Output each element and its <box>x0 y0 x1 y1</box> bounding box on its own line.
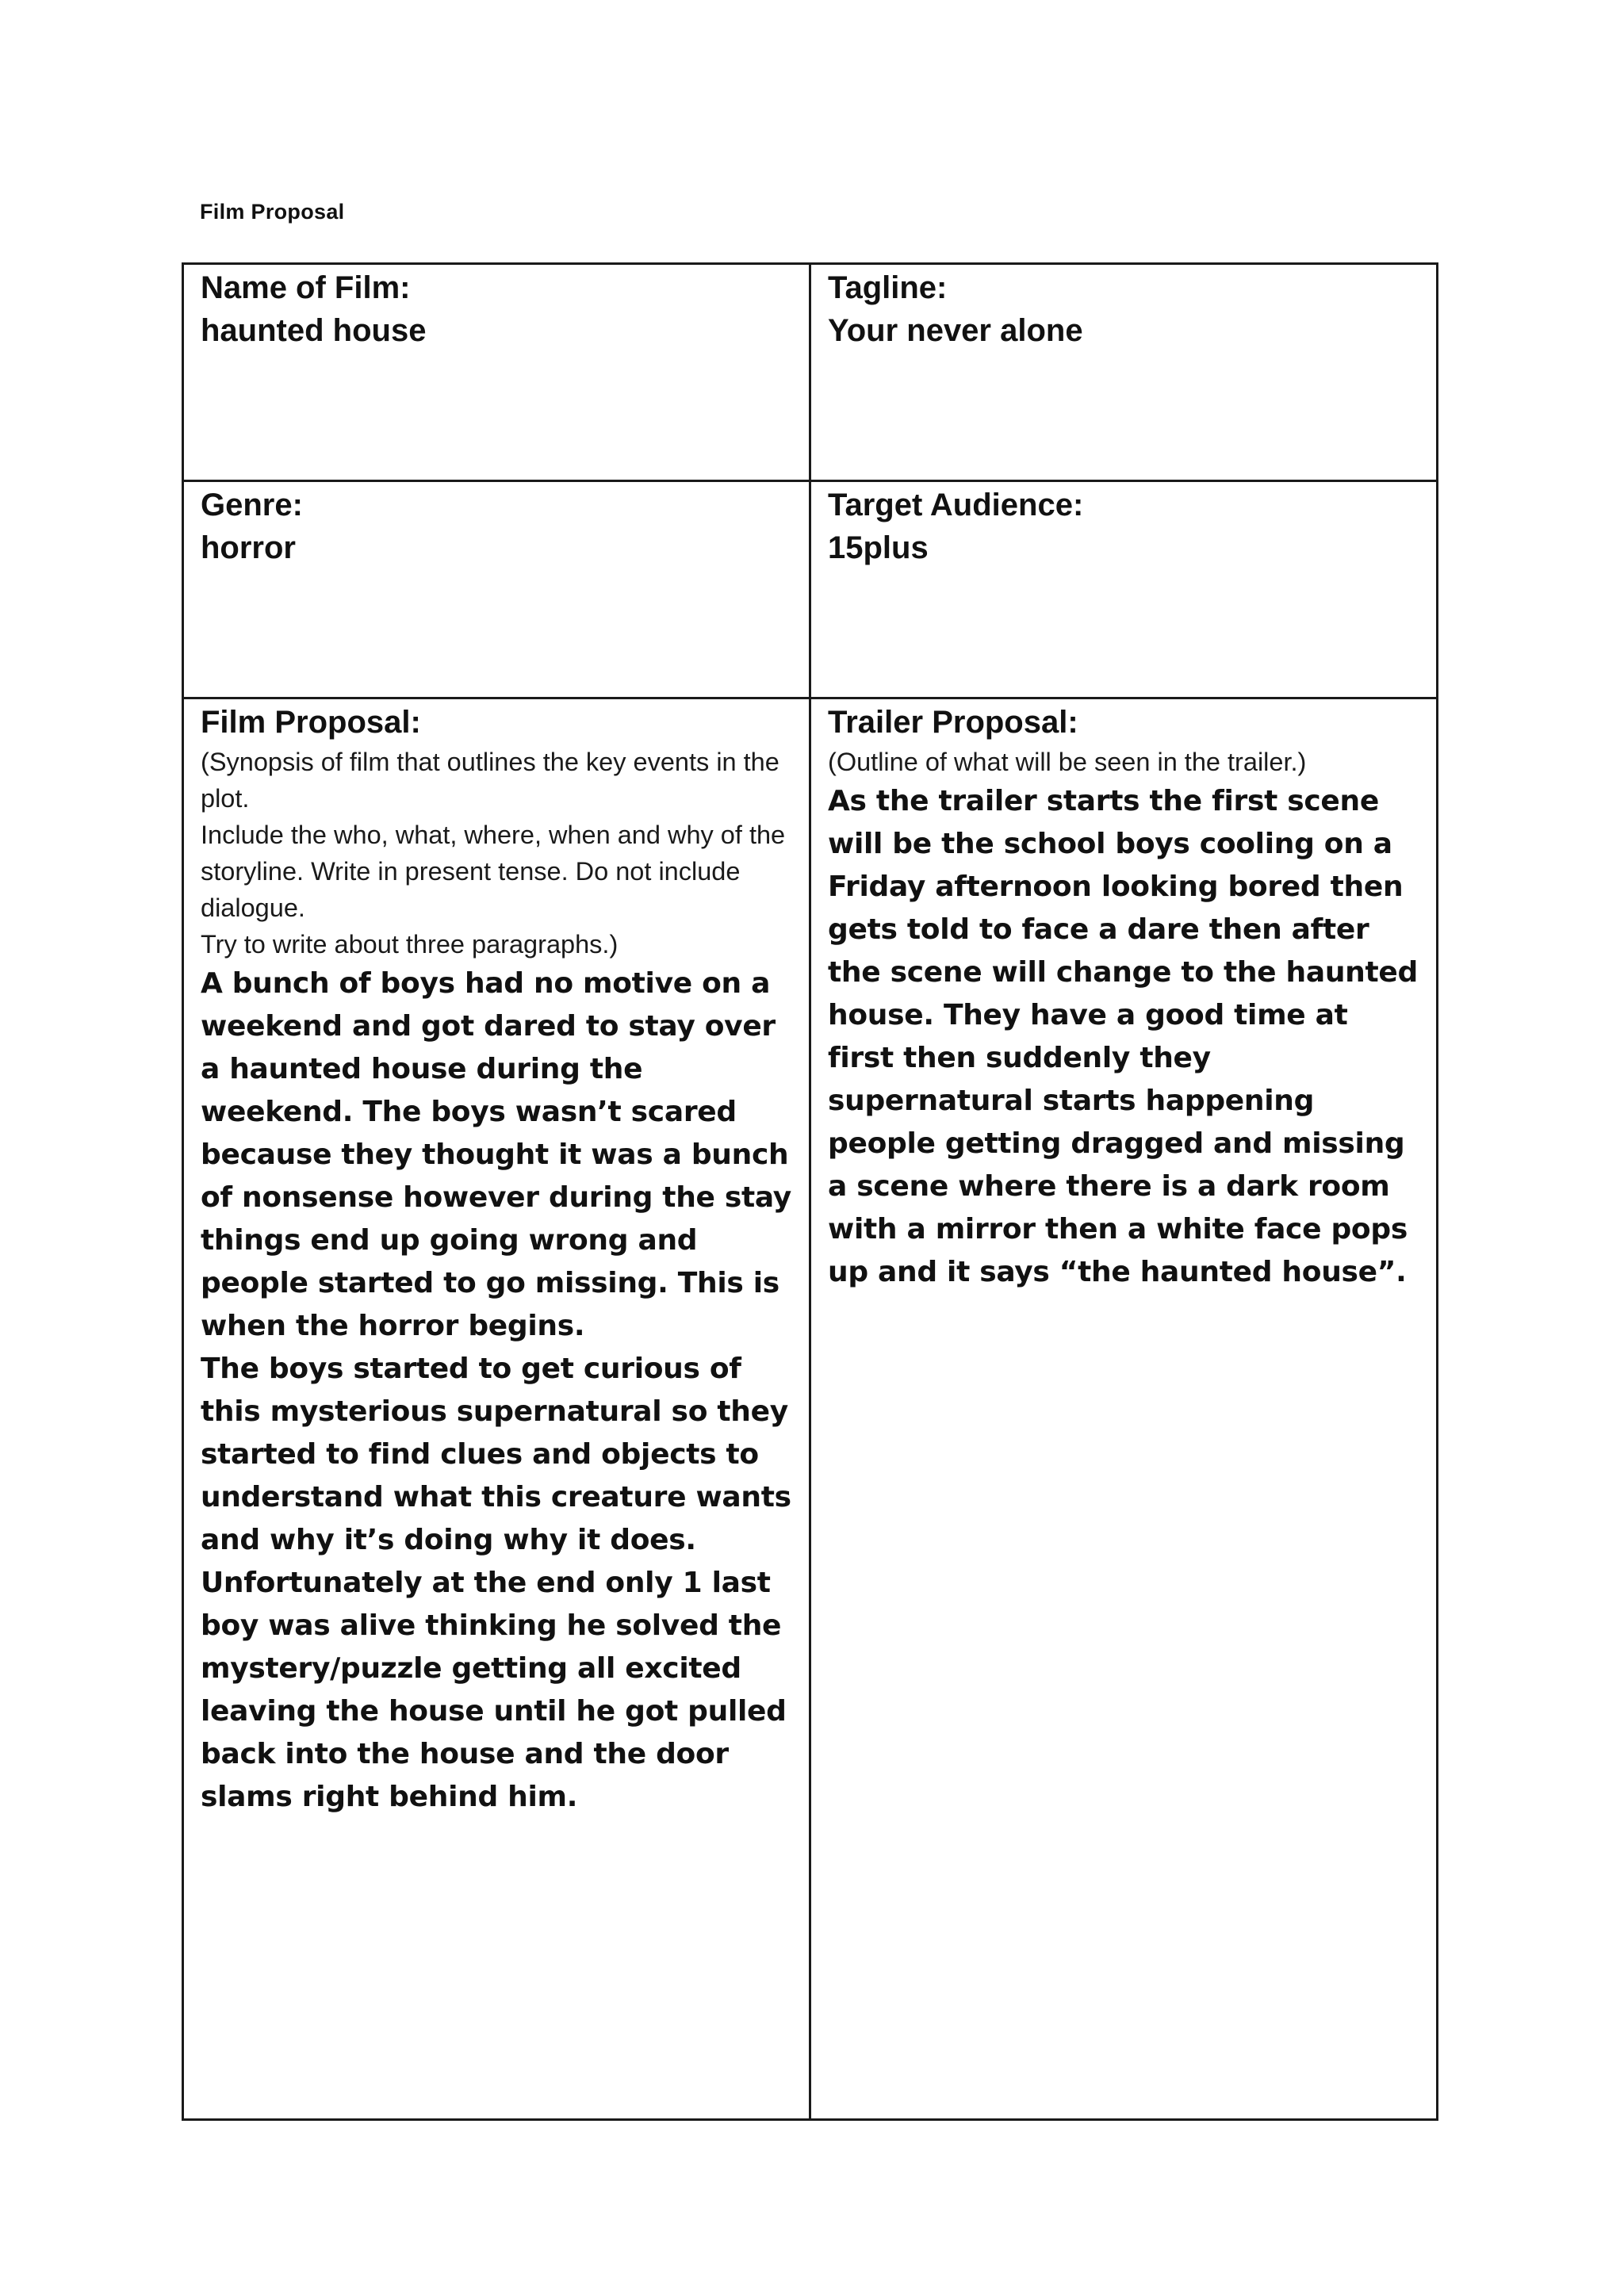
name-of-film-cell <box>183 264 810 481</box>
genre-cell <box>183 481 810 698</box>
genre-value: horror <box>201 530 296 565</box>
film-proposal-instruction: Try to write about three paragraphs.) <box>201 930 619 959</box>
table-row <box>183 264 1438 481</box>
film-proposal-instruction: Include the who, what, where, when and why of the storyline. Write in present tense. Do not include dialogue. <box>201 821 786 922</box>
trailer-proposal-cell <box>810 698 1438 2120</box>
film-proposal-synopsis <box>201 962 795 1819</box>
document-title: Film Proposal <box>200 200 345 224</box>
table-row <box>183 481 1438 698</box>
target-audience-label: Target Audience: <box>828 488 1084 522</box>
tagline-label: Tagline: <box>828 270 948 305</box>
target-audience-cell <box>810 481 1438 698</box>
trailer-proposal-text: As the trailer starts the first scene will be the school boys cooling on a Friday afternoon looking bored then gets told to face a dare then after the scene will change to the haunted house. They have a good time at first then suddenly they supernatural starts happening people getting dragged and missing a scene where there is a dark room with a mirror then a white face pops up and it says “the haunted house”. <box>828 785 1419 1288</box>
trailer-proposal-label: Trailer Proposal: <box>828 705 1078 740</box>
tagline-cell <box>810 264 1438 481</box>
synopsis-paragraph: A bunch of boys had no motive on a weekend and got dared to stay over a haunted house during the weekend. The boys wasn’t scared because they thought it was a bunch of nonsense however during the stay things end up going wrong and people started to go missing. This is when the horror begins. <box>201 967 791 1342</box>
synopsis-paragraph: The boys started to get curious of this mysterious supernatural so they started to find clues and objects to understand what this creature wants and why it’s doing why it does. Unfortunately at the end only 1 last boy was alive thinking he solved the mystery/puzzle getting all excited leaving the house until he got pulled back into the house and the door slams right behind him. <box>201 1353 791 1813</box>
film-proposal-instruction: (Synopsis of film that outlines the key events in the plot. <box>201 748 779 813</box>
name-of-film-label: Name of Film: <box>201 270 411 305</box>
name-of-film-value: haunted house <box>201 313 427 348</box>
proposal-table <box>182 262 1438 2121</box>
genre-label: Genre: <box>201 488 303 522</box>
film-proposal-cell <box>183 698 810 2120</box>
table-row <box>183 698 1438 2120</box>
trailer-proposal-instruction: (Outline of what will be seen in the trailer.) <box>828 748 1307 776</box>
target-audience-value: 15plus <box>828 530 929 565</box>
tagline-value: Your never alone <box>828 313 1083 348</box>
film-proposal-label: Film Proposal: <box>201 705 421 740</box>
